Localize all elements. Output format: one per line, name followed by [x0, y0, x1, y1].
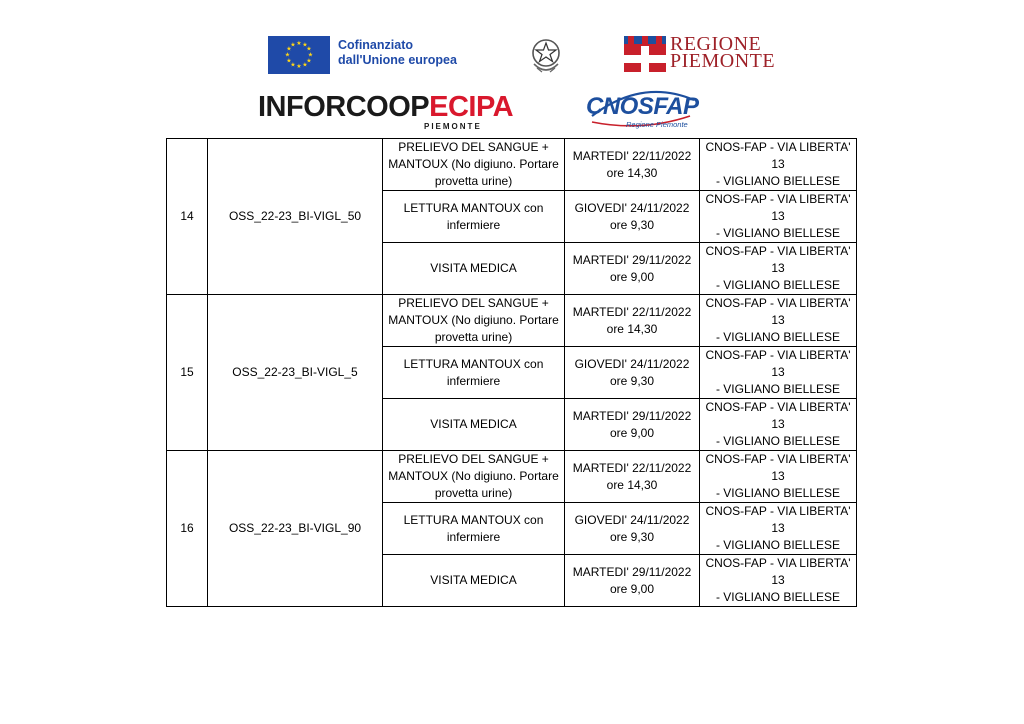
location-line2: - VIGLIANO BIELLESE — [715, 486, 841, 500]
time-text: ore 9,00 — [609, 581, 655, 596]
cnosfap-wordmark: CNOSFAP — [586, 93, 699, 120]
date-text: MARTEDI' 29/11/2022 — [572, 564, 692, 579]
eu-flag-icon — [268, 36, 330, 74]
time-text: ore 9,30 — [609, 217, 655, 232]
activity-cell: LETTURA MANTOUX con infermiere — [383, 347, 565, 399]
course-code: OSS_22-23_BI-VIGL_5 — [208, 295, 383, 451]
location-cell — [700, 503, 857, 555]
location-line1: CNOS-FAP - VIA LIBERTA' 13 — [705, 140, 851, 171]
eu-cofinancing-label — [338, 38, 457, 68]
location-line1: CNOS-FAP - VIA LIBERTA' 13 — [705, 452, 851, 483]
participant-number: 14 — [167, 139, 208, 295]
date-cell — [565, 555, 700, 607]
header-logos-top — [0, 34, 1024, 80]
date-cell — [565, 191, 700, 243]
regione-text-line2: PIEMONTE — [670, 50, 776, 72]
ecipa-wordmark: ECIPA — [429, 91, 514, 123]
svg-text:★: ★ — [284, 51, 291, 59]
date-cell — [565, 399, 700, 451]
eu-text-line2: dall'Unione europea — [338, 53, 457, 67]
cnosfap-subtitle: Regione Piemonte — [626, 120, 688, 129]
regione-piemonte-flag-icon — [624, 36, 666, 72]
location-cell — [700, 555, 857, 607]
date-text: GIOVEDI' 24/11/2022 — [574, 512, 690, 527]
location-line2: - VIGLIANO BIELLESE — [715, 174, 841, 188]
eu-text-line1: Cofinanziato — [338, 38, 413, 52]
time-text: ore 14,30 — [606, 321, 658, 336]
regione-piemonte-label — [670, 33, 776, 72]
date-text: MARTEDI' 29/11/2022 — [572, 408, 692, 423]
location-line1: CNOS-FAP - VIA LIBERTA' 13 — [705, 244, 851, 275]
location-line1: CNOS-FAP - VIA LIBERTA' 13 — [705, 192, 851, 223]
location-line2: - VIGLIANO BIELLESE — [715, 278, 841, 292]
time-text: ore 9,00 — [609, 425, 655, 440]
participant-number: 16 — [167, 451, 208, 607]
date-cell — [565, 503, 700, 555]
svg-text:★: ★ — [302, 41, 308, 49]
location-line2: - VIGLIANO BIELLESE — [715, 382, 841, 396]
location-line2: - VIGLIANO BIELLESE — [715, 226, 841, 240]
date-text: GIOVEDI' 24/11/2022 — [574, 356, 690, 371]
location-line1: CNOS-FAP - VIA LIBERTA' 13 — [705, 348, 851, 379]
activity-cell: PRELIEVO DEL SANGUE + MANTOUX (No digiuno. Portare provetta urine) — [383, 295, 565, 347]
svg-text:★: ★ — [290, 61, 296, 69]
location-line2: - VIGLIANO BIELLESE — [715, 590, 841, 604]
activity-cell: PRELIEVO DEL SANGUE + MANTOUX (No digiuno. Portare provetta urine) — [383, 139, 565, 191]
location-line2: - VIGLIANO BIELLESE — [715, 434, 841, 448]
time-text: ore 9,30 — [609, 529, 655, 544]
location-cell — [700, 191, 857, 243]
inforcoop-wordmark: INFORCOOP — [258, 91, 430, 123]
activity-cell: PRELIEVO DEL SANGUE + MANTOUX (No digiuno. Portare provetta urine) — [383, 451, 565, 503]
participant-number: 15 — [167, 295, 208, 451]
date-cell — [565, 139, 700, 191]
activity-cell: LETTURA MANTOUX con infermiere — [383, 503, 565, 555]
activity-cell: LETTURA MANTOUX con infermiere — [383, 191, 565, 243]
date-cell — [565, 243, 700, 295]
location-line2: - VIGLIANO BIELLESE — [715, 330, 841, 344]
date-text: MARTEDI' 29/11/2022 — [572, 252, 692, 267]
date-text: GIOVEDI' 24/11/2022 — [574, 200, 690, 215]
location-line1: CNOS-FAP - VIA LIBERTA' 13 — [705, 556, 851, 587]
svg-text:★: ★ — [307, 51, 314, 59]
svg-text:★: ★ — [286, 45, 292, 53]
date-text: MARTEDI' 22/11/2022 — [572, 460, 692, 475]
date-cell — [565, 347, 700, 399]
italian-republic-emblem-icon — [528, 34, 564, 76]
schedule-table — [166, 138, 857, 607]
location-line1: CNOS-FAP - VIA LIBERTA' 13 — [705, 400, 851, 431]
svg-text:★: ★ — [286, 57, 292, 65]
table-row — [167, 139, 857, 191]
time-text: ore 9,00 — [609, 269, 655, 284]
location-line1: CNOS-FAP - VIA LIBERTA' 13 — [705, 296, 851, 327]
time-text: ore 14,30 — [606, 477, 658, 492]
date-text: MARTEDI' 22/11/2022 — [572, 148, 692, 163]
location-cell — [700, 295, 857, 347]
svg-text:★: ★ — [306, 57, 312, 65]
date-text: MARTEDI' 22/11/2022 — [572, 304, 692, 319]
time-text: ore 14,30 — [606, 165, 658, 180]
location-cell — [700, 451, 857, 503]
svg-text:★: ★ — [296, 40, 302, 47]
location-cell — [700, 139, 857, 191]
date-cell — [565, 451, 700, 503]
course-code: OSS_22-23_BI-VIGL_50 — [208, 139, 383, 295]
time-text: ore 9,30 — [609, 373, 655, 388]
table-row — [167, 451, 857, 503]
activity-cell: VISITA MEDICA — [383, 555, 565, 607]
activity-cell: VISITA MEDICA — [383, 243, 565, 295]
svg-text:★: ★ — [306, 45, 312, 53]
location-cell — [700, 243, 857, 295]
header-logos-bottom — [0, 92, 1024, 134]
location-line1: CNOS-FAP - VIA LIBERTA' 13 — [705, 504, 851, 535]
inforcoop-subtitle: PIEMONTE — [424, 122, 482, 131]
regione-text-line1: REGIONE — [670, 33, 762, 55]
svg-text:★: ★ — [302, 61, 308, 69]
date-cell — [565, 295, 700, 347]
svg-text:★: ★ — [290, 41, 296, 49]
table-row — [167, 295, 857, 347]
activity-cell: VISITA MEDICA — [383, 399, 565, 451]
location-cell — [700, 347, 857, 399]
location-cell — [700, 399, 857, 451]
course-code: OSS_22-23_BI-VIGL_90 — [208, 451, 383, 607]
inforcoop-ecipa-logo — [258, 92, 513, 122]
location-line2: - VIGLIANO BIELLESE — [715, 538, 841, 552]
svg-text:★: ★ — [296, 63, 302, 70]
